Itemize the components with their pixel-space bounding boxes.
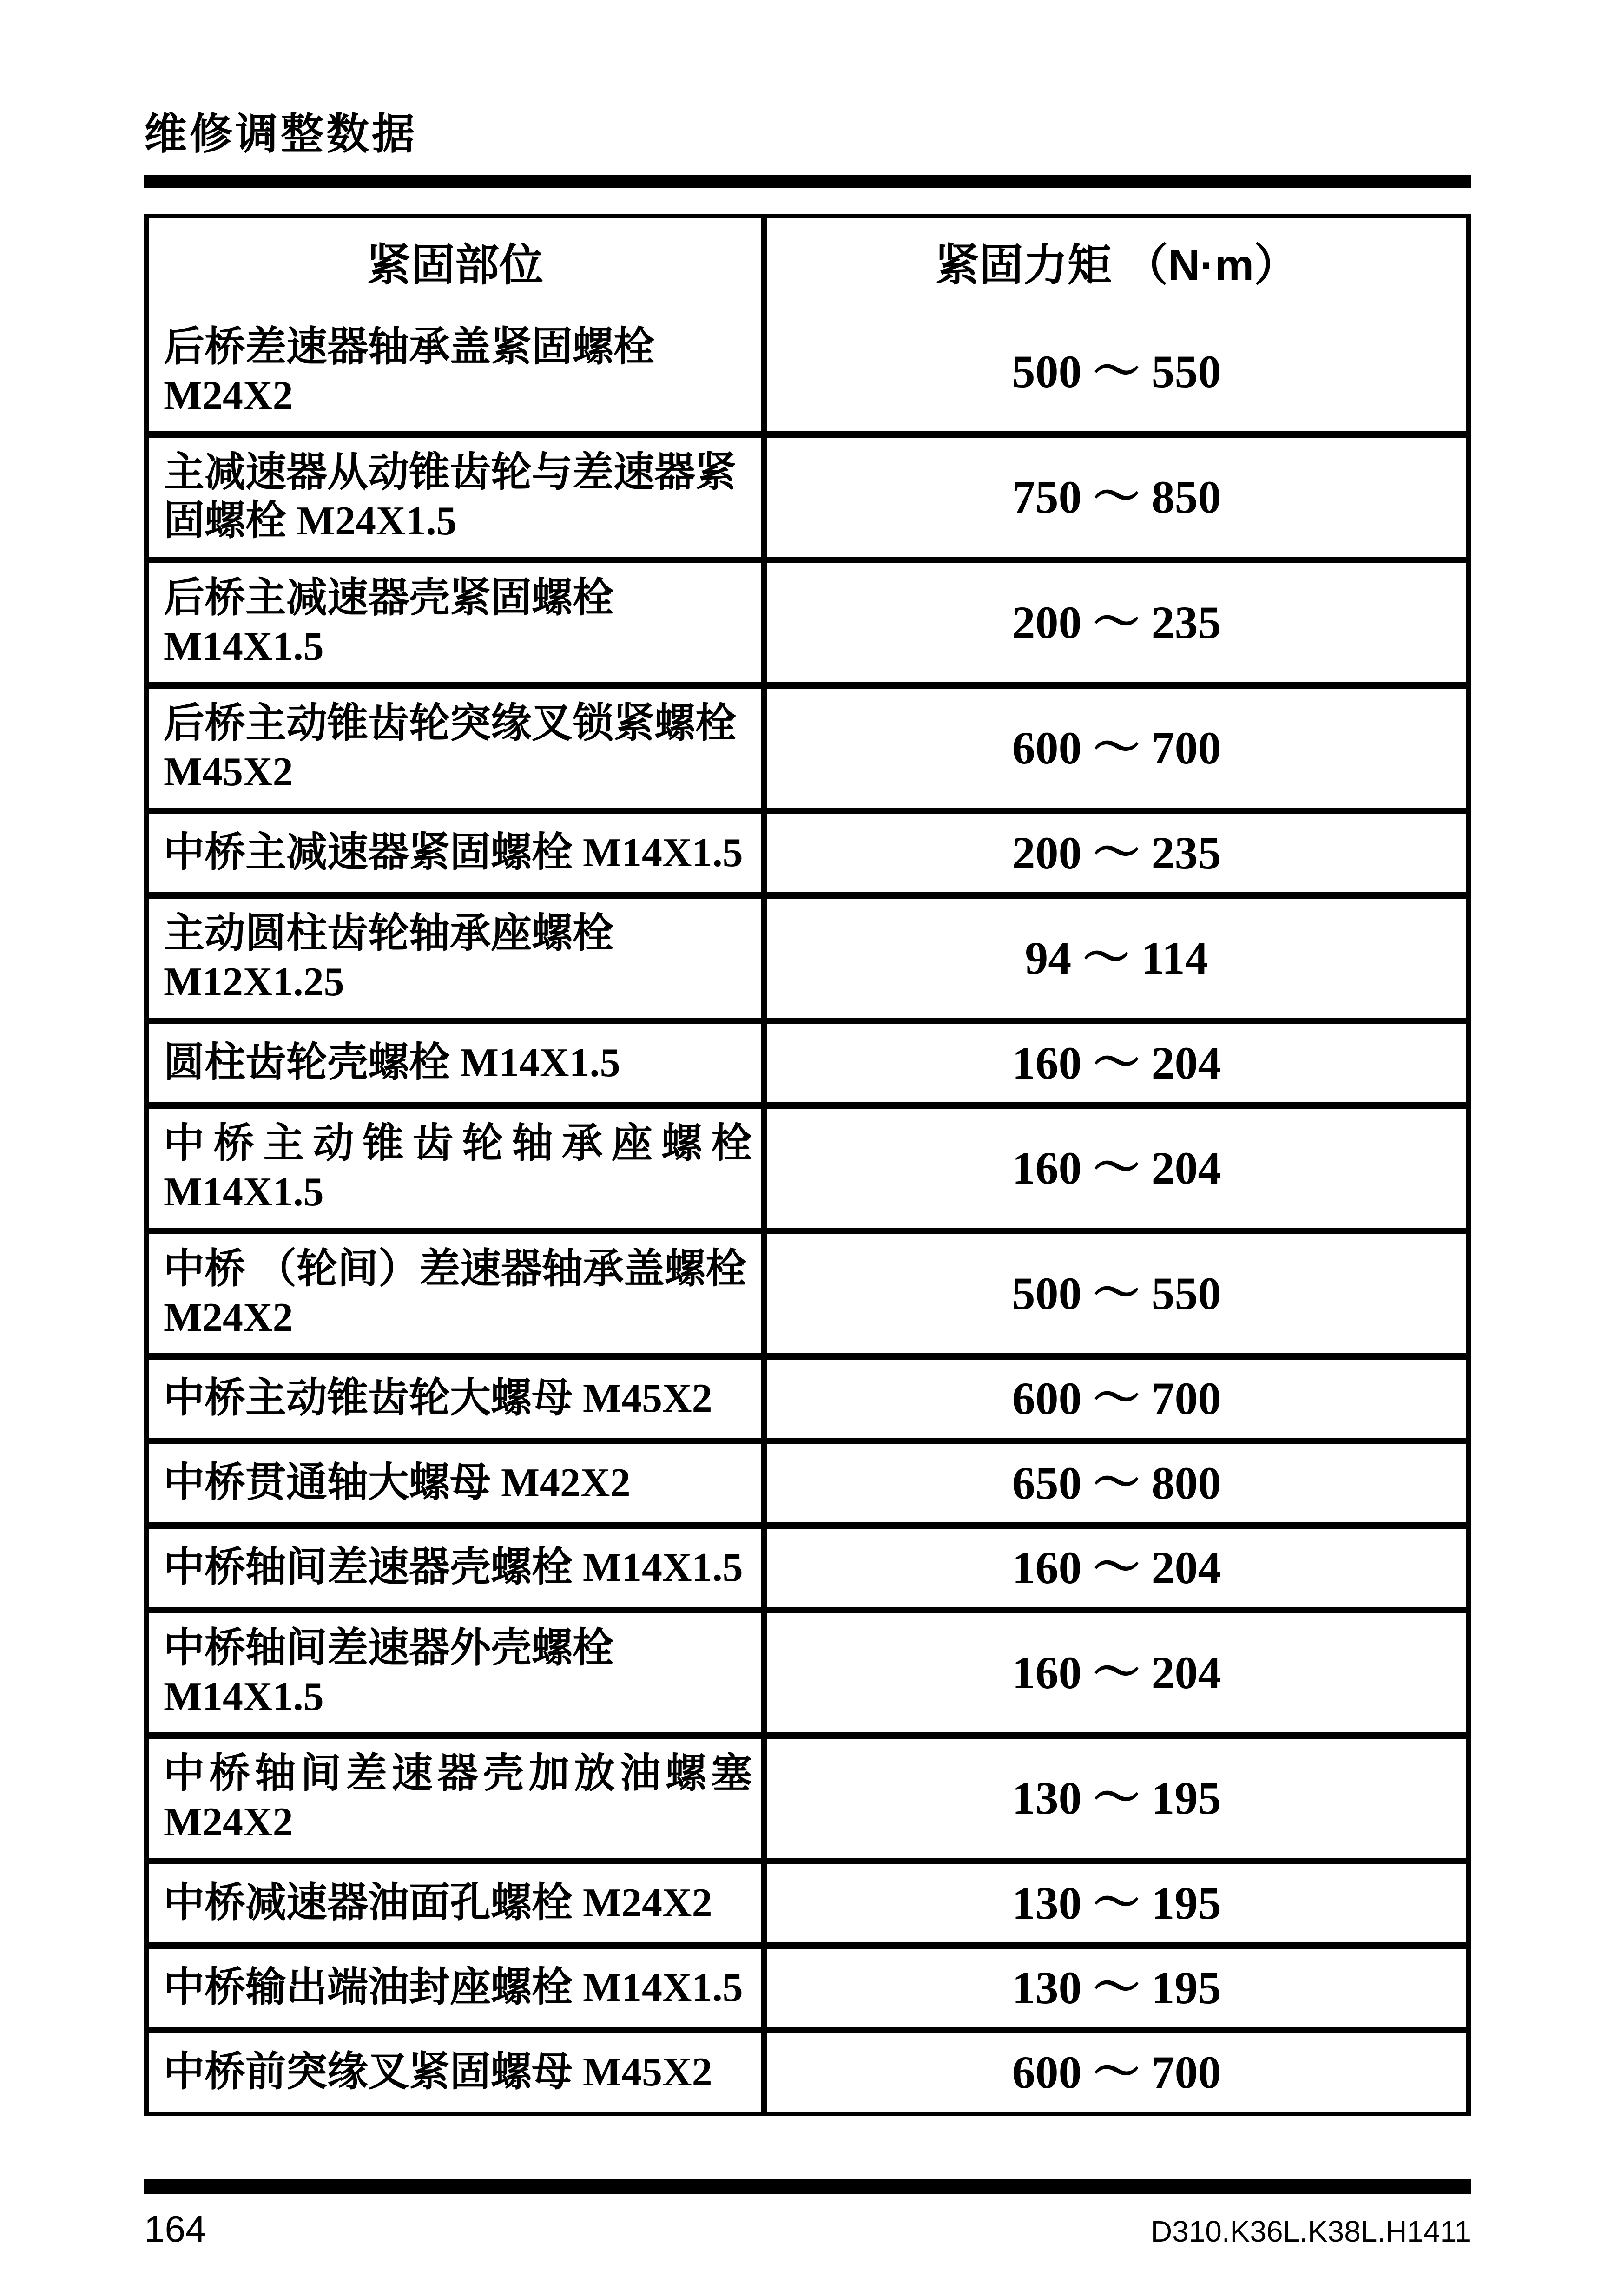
part-line: 中桥输出端油封座螺栓 M14X1.5 xyxy=(164,1965,743,2010)
fastening-part-cell xyxy=(149,438,767,557)
part-line: M24X2 xyxy=(164,1800,293,1845)
torque-value-cell: 130 ～ 195 xyxy=(1012,1962,1221,2013)
fastening-part-cell xyxy=(149,1234,767,1353)
table-row xyxy=(149,1438,1466,1522)
part-line: 中桥 （轮间）差速器轴承盖螺栓 xyxy=(164,1247,747,1292)
part-line: 后桥主动锥齿轮突缘叉锁紧螺栓 xyxy=(164,701,737,746)
fastening-part-cell xyxy=(149,899,767,1018)
table-row xyxy=(149,892,1466,1018)
table-row xyxy=(149,1102,1466,1228)
fastening-part-cell xyxy=(149,1529,767,1607)
table-row xyxy=(149,557,1466,682)
fastening-part-cell xyxy=(149,1024,767,1102)
part-line: 后桥差速器轴承盖紧固螺栓 xyxy=(164,325,655,370)
table-row xyxy=(149,1942,1466,2027)
part-line: 主减速器从动锥齿轮与差速器紧 xyxy=(164,450,737,495)
part-line: 中桥贯通轴大螺母 M42X2 xyxy=(164,1460,631,1506)
fastening-part-cell xyxy=(149,1864,767,1942)
torque-value-cell: 500 ～ 550 xyxy=(1012,1268,1221,1319)
part-line: 中桥主动锥齿轮大螺母 M45X2 xyxy=(164,1376,712,1421)
part-line: M45X2 xyxy=(164,750,293,795)
torque-value-cell: 600 ～ 700 xyxy=(1012,1373,1221,1424)
fastening-part-cell xyxy=(149,563,767,682)
page-title: 维修调整数据 xyxy=(144,111,418,158)
torque-value-cell: 500 ～ 550 xyxy=(1012,346,1221,397)
table-row xyxy=(149,431,1466,557)
torque-value-cell: 650 ～ 800 xyxy=(1012,1457,1221,1509)
part-line: 中桥减速器油面孔螺栓 M24X2 xyxy=(164,1881,712,1926)
part-line: 主动圆柱齿轮轴承座螺栓 xyxy=(164,911,614,956)
table-row xyxy=(149,2027,1466,2112)
table-row xyxy=(149,1228,1466,1353)
table-header-row xyxy=(149,218,1466,312)
part-line: 中桥主减速器紧固螺栓 M14X1.5 xyxy=(164,830,743,875)
fastening-part-cell xyxy=(149,814,767,892)
torque-value-cell: 600 ～ 700 xyxy=(1012,722,1221,774)
torque-value-cell: 130 ～ 195 xyxy=(1012,1877,1221,1929)
fastening-part-cell xyxy=(149,312,767,431)
torque-table xyxy=(144,214,1471,2116)
fastening-part-cell xyxy=(149,1360,767,1438)
table-row xyxy=(149,682,1466,808)
part-line: 中桥前突缘叉紧固螺母 M45X2 xyxy=(164,2050,712,2095)
part-line: 中桥主动锥齿轮轴承座螺栓 xyxy=(164,1121,752,1166)
torque-table-body xyxy=(149,312,1466,2112)
fastening-part-cell xyxy=(149,1949,767,2027)
header-rule xyxy=(144,175,1471,188)
page-header xyxy=(144,0,1471,188)
page-number: 164 xyxy=(144,2208,206,2250)
fastening-part-cell xyxy=(149,689,767,808)
fastening-part-cell xyxy=(149,1739,767,1858)
page-footer xyxy=(144,2208,1471,2250)
fastening-part-cell xyxy=(149,1109,767,1228)
part-line: 后桥主减速器壳紧固螺栓 xyxy=(164,576,614,621)
part-line: M24X2 xyxy=(164,1295,293,1340)
torque-value-cell: 600 ～ 700 xyxy=(1012,2046,1221,2098)
column-header-torque: 紧固力矩 （N·m） xyxy=(935,241,1299,290)
part-line: 圆柱齿轮壳螺栓 M14X1.5 xyxy=(164,1040,620,1086)
torque-value-cell: 160 ～ 204 xyxy=(1012,1142,1221,1194)
torque-value-cell: 160 ～ 204 xyxy=(1012,1647,1221,1698)
part-line: M14X1.5 xyxy=(164,1674,324,1719)
table-row xyxy=(149,1522,1466,1607)
fastening-part-cell xyxy=(149,2033,767,2112)
table-row xyxy=(149,1353,1466,1438)
table-row xyxy=(149,1732,1466,1858)
fastening-part-cell xyxy=(149,1613,767,1732)
table-row xyxy=(149,1607,1466,1732)
torque-value-cell: 750 ～ 850 xyxy=(1012,471,1221,523)
doc-code: D310.K36L.K38L.H1411 xyxy=(1150,2215,1471,2248)
part-line: M24X2 xyxy=(164,373,293,418)
part-line: M14X1.5 xyxy=(164,624,324,669)
fastening-part-cell xyxy=(149,1444,767,1522)
torque-value-cell: 160 ～ 204 xyxy=(1012,1542,1221,1593)
table-row xyxy=(149,1018,1466,1102)
part-line: M12X1.25 xyxy=(164,960,344,1005)
torque-value-cell: 200 ～ 235 xyxy=(1012,597,1221,648)
column-header-part: 紧固部位 xyxy=(149,218,767,312)
table-row xyxy=(149,1858,1466,1942)
torque-value-cell: 130 ～ 195 xyxy=(1012,1772,1221,1824)
torque-value-cell: 160 ～ 204 xyxy=(1012,1037,1221,1089)
torque-value-cell: 200 ～ 235 xyxy=(1012,827,1221,879)
table-row xyxy=(149,312,1466,431)
part-line: 中桥轴间差速器壳螺栓 M14X1.5 xyxy=(164,1545,743,1590)
torque-value-cell: 94 ～ 114 xyxy=(1025,932,1208,984)
table-row xyxy=(149,808,1466,892)
part-line: 中桥轴间差速器外壳螺栓 xyxy=(164,1626,614,1671)
part-line: 固螺栓 M24X1.5 xyxy=(164,499,457,544)
part-line: 中桥轴间差速器壳加放油螺塞 xyxy=(164,1751,752,1796)
part-line: M14X1.5 xyxy=(164,1170,324,1215)
footer-rule xyxy=(144,2179,1471,2194)
